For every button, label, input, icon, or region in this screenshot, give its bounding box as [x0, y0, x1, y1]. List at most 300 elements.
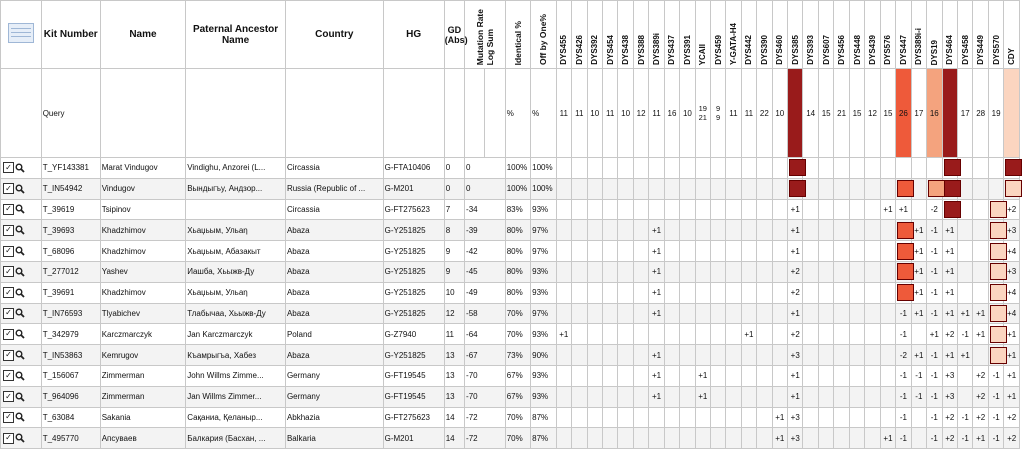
col-header-marker[interactable] — [818, 1, 833, 69]
marker-diff — [710, 324, 725, 345]
marker-diff — [788, 261, 803, 282]
marker-diff — [880, 428, 895, 449]
magnify-icon[interactable] — [15, 163, 25, 173]
magnify-icon[interactable] — [15, 308, 25, 318]
col-header-marker[interactable] — [803, 1, 818, 69]
marker-diff — [988, 345, 1003, 366]
row-controls-wrap — [2, 246, 40, 257]
col-header-marker[interactable] — [1004, 1, 1020, 69]
marker-diff — [710, 345, 725, 366]
query-marker-part: 19 — [698, 104, 707, 113]
marker-diff — [618, 261, 633, 282]
col-header-marker[interactable] — [741, 1, 756, 69]
col-header-marker[interactable] — [834, 1, 849, 69]
kit-number[interactable]: T_IN53863 — [41, 345, 100, 366]
col-header-marker[interactable] — [896, 1, 911, 69]
table-row[interactable] — [1, 282, 1020, 303]
kit-number[interactable]: T_342979 — [41, 324, 100, 345]
marker-diff — [911, 199, 926, 220]
marker-diff — [772, 428, 787, 449]
query-marker-value — [896, 69, 911, 158]
haplogroup: G-Y251825 — [383, 345, 444, 366]
marker-diff — [818, 282, 833, 303]
row-checkbox[interactable]: ✓ — [3, 204, 14, 215]
off-by-one-pct: 90% — [531, 345, 556, 366]
marker-diff-value: +2 — [976, 392, 986, 402]
marker-diff — [587, 261, 602, 282]
marker-diff — [834, 178, 849, 199]
marker-diff — [803, 303, 818, 324]
col-header-marker[interactable] — [942, 1, 957, 69]
marker-diff — [757, 158, 772, 179]
marker-diff — [741, 178, 756, 199]
row-checkbox[interactable]: ✓ — [3, 329, 14, 340]
marker-diff-value: +1 — [1007, 371, 1017, 381]
query-marker-text: 16 — [667, 108, 677, 118]
marker-diff — [849, 407, 864, 428]
marker-diff — [602, 241, 617, 262]
marker-diff — [988, 365, 1003, 386]
magnify-icon[interactable] — [15, 267, 25, 277]
genetic-distance: 9 — [444, 261, 464, 282]
marker-diff — [572, 241, 587, 262]
col-header-marker[interactable] — [958, 1, 973, 69]
marker-diff-value: -1 — [930, 225, 938, 235]
marker-diff-value: -1 — [961, 412, 969, 422]
col-header-marker[interactable] — [618, 1, 633, 69]
marker-diff-value: +1 — [945, 225, 955, 235]
marker-diff — [896, 428, 911, 449]
marker-diff — [834, 303, 849, 324]
table-row[interactable] — [1, 428, 1020, 449]
genetic-distance: 13 — [444, 345, 464, 366]
table-row[interactable] — [1, 386, 1020, 407]
identical-pct: 80% — [505, 220, 530, 241]
marker-diff — [973, 158, 988, 179]
col-header-country[interactable]: Country — [285, 1, 383, 69]
query-marker-text: 15 — [852, 108, 862, 118]
kit-number[interactable]: T_964096 — [41, 386, 100, 407]
query-marker-value — [602, 69, 617, 158]
marker-diff — [865, 158, 880, 179]
marker-diff — [680, 345, 695, 366]
marker-diff-value: +3 — [790, 433, 800, 443]
marker-diff — [818, 345, 833, 366]
marker-diff — [633, 282, 648, 303]
marker-diff — [927, 241, 942, 262]
marker-diff — [680, 199, 695, 220]
marker-diff — [803, 345, 818, 366]
row-checkbox[interactable]: ✓ — [3, 370, 14, 381]
marker-diff-value: +1 — [559, 329, 569, 339]
select-all-cell[interactable] — [1, 1, 42, 69]
col-header-marker[interactable] — [710, 1, 725, 69]
marker-diff — [880, 241, 895, 262]
query-marker-value — [726, 69, 741, 158]
marker-label: DYS442 — [744, 35, 754, 65]
row-controls — [1, 386, 42, 407]
col-header-marker[interactable] — [772, 1, 787, 69]
marker-diff — [695, 199, 710, 220]
marker-diff-value: +1 — [960, 308, 970, 318]
col-header-gd[interactable] — [444, 1, 468, 69]
row-controls — [1, 261, 42, 282]
country: Abaza — [285, 282, 383, 303]
row-checkbox[interactable]: ✓ — [3, 246, 14, 257]
table-row[interactable] — [1, 178, 1020, 199]
row-checkbox[interactable]: ✓ — [3, 350, 14, 361]
marker-diff-value: +1 — [898, 204, 908, 214]
table-row[interactable] — [1, 199, 1020, 220]
marker-diff — [973, 282, 988, 303]
marker-diff-value: +3 — [1007, 225, 1017, 235]
row-checkbox[interactable]: ✓ — [3, 412, 14, 423]
member-name: Zimmerman — [100, 386, 185, 407]
haplogroup: G-M201 — [383, 428, 444, 449]
off-by-one-pct: 93% — [531, 365, 556, 386]
marker-diff — [710, 158, 725, 179]
kit-number[interactable]: T_IN76593 — [41, 303, 100, 324]
magnify-icon[interactable] — [15, 412, 25, 422]
marker-diff-value: +1 — [945, 308, 955, 318]
col-header-marker[interactable] — [556, 1, 571, 69]
marker-diff-value: +1 — [883, 204, 893, 214]
col-header-marker[interactable] — [587, 1, 602, 69]
marker-diff — [633, 241, 648, 262]
marker-color-swatch — [897, 284, 914, 301]
marker-diff — [849, 241, 864, 262]
identical-pct: 73% — [505, 345, 530, 366]
col-header-marker[interactable] — [680, 1, 695, 69]
marker-label: DYS448 — [852, 35, 862, 65]
marker-diff — [680, 324, 695, 345]
marker-diff — [942, 386, 957, 407]
marker-diff — [896, 220, 911, 241]
magnify-icon[interactable] — [15, 246, 25, 256]
marker-diff — [834, 365, 849, 386]
kit-number[interactable]: T_68096 — [41, 241, 100, 262]
marker-diff — [710, 407, 725, 428]
marker-diff — [602, 324, 617, 345]
magnify-icon[interactable] — [15, 350, 25, 360]
marker-diff — [680, 282, 695, 303]
haplogroup: G-Y251825 — [383, 241, 444, 262]
row-controls-wrap — [2, 350, 40, 361]
col-header-marker[interactable] — [649, 1, 664, 69]
marker-diff — [757, 365, 772, 386]
marker-diff — [649, 282, 664, 303]
row-controls-wrap — [2, 266, 40, 277]
marker-diff — [911, 407, 926, 428]
table-row[interactable] — [1, 158, 1020, 179]
kit-number[interactable]: T_495770 — [41, 428, 100, 449]
marker-diff — [896, 158, 911, 179]
col-header-ancestor[interactable]: Paternal Ancestor Name — [186, 1, 286, 69]
marker-diff — [695, 345, 710, 366]
marker-label: DYS437 — [667, 35, 677, 65]
col-header-marker[interactable] — [726, 1, 741, 69]
off-by-one-pct: 97% — [531, 303, 556, 324]
member-name: Khadzhimov — [100, 241, 185, 262]
marker-diff — [664, 407, 679, 428]
marker-diff — [803, 199, 818, 220]
genetic-distance: 10 — [444, 282, 464, 303]
marker-diff — [741, 220, 756, 241]
marker-diff — [618, 220, 633, 241]
table-row[interactable] — [1, 220, 1020, 241]
marker-diff — [680, 220, 695, 241]
marker-diff-value: +1 — [651, 246, 662, 256]
marker-diff — [680, 407, 695, 428]
marker-diff — [803, 241, 818, 262]
marker-diff-value: -1 — [899, 392, 907, 402]
marker-label: CDY — [1007, 48, 1017, 65]
col-header-marker[interactable] — [880, 1, 895, 69]
marker-diff — [942, 199, 957, 220]
marker-diff — [695, 407, 710, 428]
marker-diff — [772, 407, 787, 428]
marker-diff-value: +1 — [790, 225, 800, 235]
marker-diff — [572, 178, 587, 199]
genetic-distance: 12 — [444, 303, 464, 324]
marker-diff — [556, 365, 571, 386]
marker-diff-value: +1 — [790, 371, 800, 381]
col-header-offone[interactable] — [531, 1, 556, 69]
query-marker-value — [927, 69, 942, 158]
row-checkbox[interactable]: ✓ — [3, 225, 14, 236]
marker-diff — [772, 199, 787, 220]
identical-pct: 80% — [505, 241, 530, 262]
marker-diff — [587, 345, 602, 366]
marker-diff — [618, 199, 633, 220]
col-header-mutation-rate[interactable] — [465, 1, 506, 69]
kit-number[interactable]: T_YF143381 — [41, 158, 100, 179]
marker-color-swatch — [928, 180, 945, 197]
col-header-marker[interactable] — [849, 1, 864, 69]
marker-diff — [818, 158, 833, 179]
magnify-icon[interactable] — [15, 392, 25, 402]
table-row[interactable] — [1, 241, 1020, 262]
marker-diff — [927, 303, 942, 324]
query-marker-value — [741, 69, 756, 158]
marker-diff — [788, 199, 803, 220]
kit-number[interactable]: T_39619 — [41, 199, 100, 220]
marker-diff — [680, 261, 695, 282]
marker-diff — [788, 241, 803, 262]
identical-pct: 100% — [505, 158, 530, 179]
kit-number[interactable]: T_IN54942 — [41, 178, 100, 199]
marker-diff — [958, 241, 973, 262]
marker-diff — [556, 199, 571, 220]
magnify-icon[interactable] — [15, 288, 25, 298]
marker-diff-value: +1 — [790, 308, 800, 318]
marker-diff — [741, 282, 756, 303]
magnify-icon[interactable] — [15, 204, 25, 214]
table-row[interactable] — [1, 345, 1020, 366]
col-header-marker[interactable] — [572, 1, 587, 69]
marker-diff — [942, 241, 957, 262]
marker-diff — [788, 282, 803, 303]
col-header-marker[interactable] — [865, 1, 880, 69]
magnify-icon[interactable] — [15, 184, 25, 194]
marker-diff-value: +1 — [651, 371, 662, 381]
identical-pct: 80% — [505, 282, 530, 303]
query-marker-value — [1004, 69, 1020, 158]
marker-diff — [834, 241, 849, 262]
marker-diff — [973, 220, 988, 241]
table-row[interactable] — [1, 261, 1020, 282]
marker-diff-value: +1 — [914, 246, 924, 256]
row-checkbox[interactable]: ✓ — [3, 433, 14, 444]
table-row[interactable] — [1, 365, 1020, 386]
table-row[interactable] — [1, 324, 1020, 345]
identical-pct: 70% — [505, 324, 530, 345]
col-header-marker[interactable] — [973, 1, 988, 69]
marker-diff-value: -1 — [899, 329, 907, 339]
marker-diff — [695, 365, 710, 386]
mutation-log-sum: -64 — [465, 324, 506, 345]
marker-diff — [602, 428, 617, 449]
marker-diff — [958, 407, 973, 428]
genetic-distance: 14 — [444, 428, 464, 449]
marker-label: DYS458 — [960, 35, 970, 65]
marker-diff — [849, 428, 864, 449]
marker-diff — [880, 261, 895, 282]
row-checkbox[interactable]: ✓ — [3, 266, 14, 277]
col-header-marker[interactable] — [602, 1, 617, 69]
col-header-marker[interactable] — [695, 1, 710, 69]
marker-diff — [726, 282, 741, 303]
query-marker-text: 16 — [929, 108, 939, 118]
kit-number[interactable]: T_39693 — [41, 220, 100, 241]
marker-diff — [896, 241, 911, 262]
table-row[interactable] — [1, 407, 1020, 428]
marker-diff — [572, 428, 587, 449]
member-name: Khadzhimov — [100, 220, 185, 241]
row-checkbox[interactable]: ✓ — [3, 183, 14, 194]
off-by-one-pct: 93% — [531, 386, 556, 407]
row-controls-wrap — [2, 391, 40, 402]
row-checkbox[interactable]: ✓ — [3, 162, 14, 173]
marker-diff — [757, 220, 772, 241]
marker-diff — [726, 261, 741, 282]
identical-pct: 70% — [505, 428, 530, 449]
magnify-icon[interactable] — [15, 329, 25, 339]
col-header-marker[interactable] — [788, 1, 803, 69]
country: Abaza — [285, 303, 383, 324]
marker-diff — [633, 220, 648, 241]
marker-diff — [849, 178, 864, 199]
col-header-name[interactable]: Name — [100, 1, 185, 69]
marker-diff — [572, 386, 587, 407]
marker-diff — [572, 158, 587, 179]
country: Abaza — [285, 345, 383, 366]
country: Circassia — [285, 158, 383, 179]
off-by-one-pct: 97% — [531, 220, 556, 241]
kit-number[interactable]: T_277012 — [41, 261, 100, 282]
marker-diff — [772, 282, 787, 303]
row-controls-wrap — [2, 329, 40, 340]
kit-number[interactable]: T_156067 — [41, 365, 100, 386]
marker-diff-value: +2 — [1007, 433, 1017, 443]
magnify-icon[interactable] — [15, 225, 25, 235]
marker-diff-value: +1 — [976, 308, 986, 318]
marker-diff — [973, 428, 988, 449]
marker-diff — [602, 282, 617, 303]
col-header-marker[interactable] — [911, 1, 926, 69]
ancestor-name: Хьаџьым, Абазакыт — [186, 241, 286, 262]
row-checkbox[interactable]: ✓ — [3, 308, 14, 319]
marker-label: DYS576 — [883, 35, 893, 65]
marker-label: DYS19 — [929, 39, 939, 65]
query-empty-cell — [465, 69, 485, 158]
marker-diff — [695, 241, 710, 262]
marker-diff — [849, 365, 864, 386]
marker-diff — [834, 199, 849, 220]
marker-diff — [726, 365, 741, 386]
marker-diff — [942, 158, 957, 179]
marker-diff — [803, 220, 818, 241]
row-checkbox[interactable]: ✓ — [3, 391, 14, 402]
marker-diff — [958, 386, 973, 407]
marker-diff — [818, 303, 833, 324]
marker-diff — [927, 261, 942, 282]
magnify-icon[interactable] — [15, 433, 25, 443]
col-header-marker[interactable] — [927, 1, 942, 69]
marker-diff — [741, 199, 756, 220]
marker-label: DYS426 — [574, 35, 584, 65]
marker-diff — [680, 386, 695, 407]
query-marker-value — [880, 69, 895, 158]
magnify-icon[interactable] — [15, 371, 25, 381]
marker-diff — [741, 261, 756, 282]
haplogroup: G-FTA10406 — [383, 158, 444, 179]
marker-diff — [880, 178, 895, 199]
identical-pct: 80% — [505, 261, 530, 282]
marker-diff — [664, 261, 679, 282]
col-header-marker[interactable] — [664, 1, 679, 69]
table-row[interactable] — [1, 303, 1020, 324]
col-header-kit[interactable]: Kit Number — [41, 1, 100, 69]
col-header-marker[interactable] — [633, 1, 648, 69]
ancestor-name: Jan Karczmarczyk — [186, 324, 286, 345]
kit-number[interactable]: T_63084 — [41, 407, 100, 428]
marker-diff-value: +1 — [914, 288, 924, 298]
query-marker-value — [772, 69, 787, 158]
marker-label: DYS607 — [821, 35, 831, 65]
query-marker-value — [988, 69, 1003, 158]
marker-diff — [880, 303, 895, 324]
row-checkbox[interactable]: ✓ — [3, 287, 14, 298]
marker-diff — [788, 407, 803, 428]
col-header-identical[interactable] — [505, 1, 530, 69]
col-header-marker[interactable] — [988, 1, 1003, 69]
query-marker-value — [618, 69, 633, 158]
marker-diff-value: +3 — [790, 412, 800, 422]
marker-diff — [880, 386, 895, 407]
col-header-marker[interactable] — [757, 1, 772, 69]
col-header-identical-label: Identical % — [512, 20, 523, 65]
kit-number[interactable]: T_39691 — [41, 282, 100, 303]
marker-diff — [587, 428, 602, 449]
mutation-log-sum: -49 — [465, 282, 506, 303]
marker-diff — [757, 345, 772, 366]
query-marker-value — [587, 69, 602, 158]
marker-diff — [664, 220, 679, 241]
marker-diff — [958, 303, 973, 324]
col-header-hg[interactable]: HG — [383, 1, 444, 69]
marker-label: DYS393 — [806, 35, 816, 65]
